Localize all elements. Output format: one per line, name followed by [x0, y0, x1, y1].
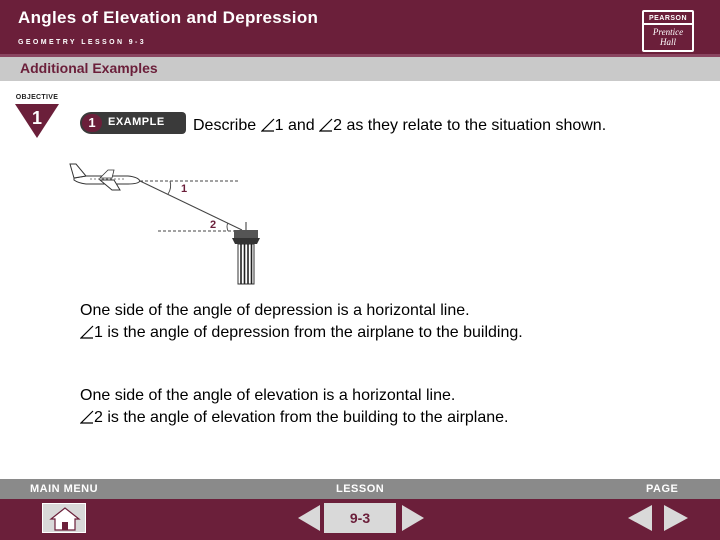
angle-symbol-icon [80, 410, 94, 424]
objective-marker [12, 94, 66, 140]
main-menu-label: MAIN MENU [30, 483, 99, 495]
section-label: Additional Examples [20, 60, 158, 76]
figure-label-2: 2 [210, 219, 217, 231]
example-badge [80, 112, 186, 134]
angle-symbol-icon [261, 118, 275, 132]
objective-triangle-icon [12, 102, 62, 142]
depression-line2-wrap [80, 322, 523, 344]
example-word: EXAMPLE [108, 116, 165, 128]
elevation-line2: 2 is the angle of elevation from the building to the airplane. [94, 409, 509, 426]
lesson-label: LESSON [336, 483, 385, 495]
control-tower-icon [232, 222, 260, 284]
depression-line1: One side of the angle of depression is a horizontal line. [80, 302, 470, 319]
header-bar [0, 0, 720, 57]
lesson-subtitle: GEOMETRY LESSON 9-3 [18, 39, 147, 46]
prompt-part-b: 1 and [274, 117, 315, 134]
example-number: 1 [82, 114, 102, 132]
page-next-button[interactable] [662, 503, 690, 533]
footer-nav [0, 479, 720, 540]
logo-line1: Prentice [652, 27, 684, 37]
angle-symbol-icon [319, 118, 333, 132]
lesson-prev-button[interactable] [296, 503, 322, 533]
example-prompt [193, 117, 606, 135]
objective-label: OBJECTIVE [15, 94, 59, 101]
depression-line2: 1 is the angle of depression from the airplane to the building. [94, 324, 523, 341]
logo-pearson-text: PEARSON [644, 12, 692, 25]
home-icon [43, 504, 87, 534]
footer-label-band [0, 479, 720, 499]
elevation-depression-figure [68, 150, 268, 285]
page-title: Angles of Elevation and Depression [18, 8, 319, 27]
elevation-line1: One side of the angle of elevation is a horizontal line. [80, 387, 456, 404]
logo-prentice-hall [644, 27, 692, 50]
lesson-next-button[interactable] [400, 503, 426, 533]
page-prev-button[interactable] [626, 503, 654, 533]
airplane-icon [70, 164, 140, 190]
logo-line2: Hall [659, 37, 676, 47]
prompt-part-a: Describe [193, 117, 257, 134]
objective-number: 1 [31, 108, 43, 128]
elevation-answer [80, 385, 509, 429]
main-menu-button[interactable] [42, 503, 86, 533]
pearson-logo [642, 10, 694, 52]
depression-answer [80, 300, 523, 344]
lesson-number-button[interactable]: 9-3 [324, 503, 396, 533]
figure-label-1: 1 [181, 183, 188, 195]
prompt-part-c: 2 as they relate to the situation shown. [333, 117, 607, 134]
section-bar [0, 57, 720, 81]
angle-symbol-icon [80, 325, 94, 339]
page-label: PAGE [646, 483, 679, 495]
elevation-line2-wrap [80, 407, 509, 429]
line-of-sight [140, 181, 242, 230]
